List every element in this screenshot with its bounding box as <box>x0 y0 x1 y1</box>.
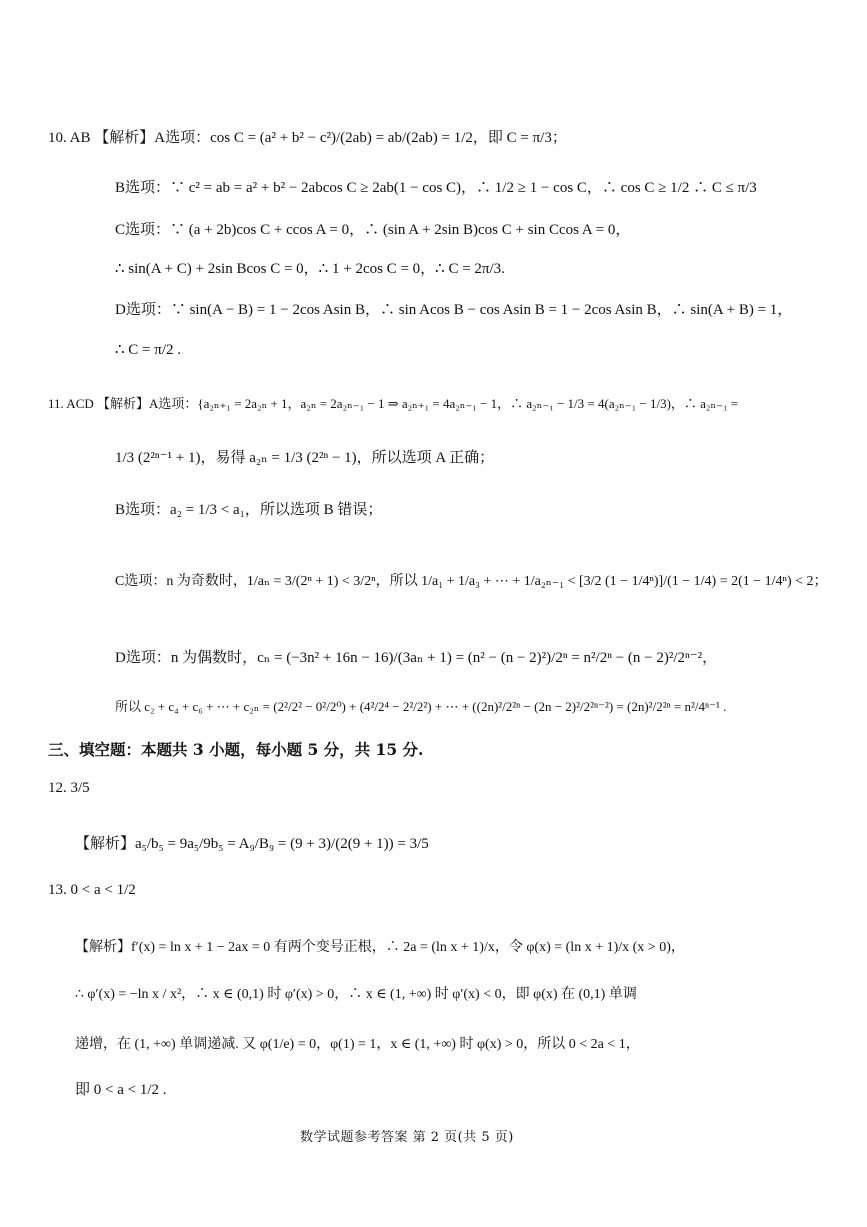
answer-line-11c: B选项：a₂ = 1/3 < a₁，所以选项 B 错误； <box>115 502 383 518</box>
answer-line-10e: D选项：∵ sin(A − B) = 1 − 2cos Asin B，∴ sin Acos B − cos Asin B = 1 − 2cos Asin B，∴ sin(A + B) = 1， <box>115 302 793 318</box>
answer-line-13b: ∴ φ′(x) = −ln x / x²，∴ x ∈ (0,1) 时 φ′(x) > 0，∴ x ∈ (1, +∞) 时 φ′(x) < 0，即 φ(x) 在 (0,1) 单调 <box>75 987 637 1002</box>
answer-line-11f: 所以 c₂ + c₄ + c₆ + ⋯ + c₂ₙ = (2²/2² − 0²/2⁰) + (4²/2⁴ − 2²/2²) + ⋯ + ((2n)²/2²ⁿ − (2n − 2)²/2²ⁿ⁻²) = (2n)²/2²ⁿ = n²/4ⁿ⁻¹ . <box>115 699 727 714</box>
answer-line-12-analysis: 【解析】a₅/b₅ = 9a₅/9b₅ = A₉/B₉ = (9 + 3)/(2(9 + 1)) = 3/5 <box>75 836 429 852</box>
answer-line-11d: C选项：n 为奇数时，1/aₙ = 3/(2ⁿ + 1) < 3/2ⁿ，所以 1/a₁ + 1/a₃ + ⋯ + 1/a₂ₙ₋₁ < [3/2 (1 − 1/4ⁿ)]/(1 − 1/4) = 2(1 − 1/4ⁿ) < 2； <box>115 574 828 589</box>
section-heading-fill-in: 三、填空题：本题共 3 小题，每小题 5 分，共 15 分. <box>48 740 424 759</box>
answer-line-13c: 递增，在 (1, +∞) 单调递减. 又 φ(1/e) = 0，φ(1) = 1，x ∈ (1, +∞) 时 φ(x) > 0，所以 0 < 2a < 1， <box>75 1037 640 1052</box>
answer-line-10b: B选项：∵ c² = ab = a² + b² − 2abcos C ≥ 2ab(1 − cos C)，∴ 1/2 ≥ 1 − cos C，∴ cos C ≥ 1/2 ∴ C ≤ π/3 <box>115 180 757 196</box>
answer-line-12: 12. 3/5 <box>48 780 90 796</box>
answer-line-10f: ∴ C = π/2 . <box>115 342 181 358</box>
answer-line-10c: C选项：∵ (a + 2b)cos C + ccos A = 0，∴ (sin A + 2sin B)cos C + sin Ccos A = 0， <box>115 222 631 238</box>
answer-line-13a: 【解析】f′(x) = ln x + 1 − 2ax = 0 有两个变号正根，∴ 2a = (ln x + 1)/x，令 φ(x) = (ln x + 1)/x (x > 0)， <box>75 940 685 955</box>
answer-line-13: 13. 0 < a < 1/2 <box>48 882 136 898</box>
answer-line-11a: 11. ACD 【解析】A选项：{a₂ₙ₊₁ = 2a₂ₙ + 1，a₂ₙ = 2a₂ₙ₋₁ − 1 ⇒ a₂ₙ₊₁ = 4a₂ₙ₋₁ − 1，∴ a₂ₙ₋₁ − 1/3 = 4(a₂ₙ₋₁ − 1/3)，∴ a₂ₙ₋₁ = <box>48 396 739 411</box>
answer-line-10a: 10. AB 【解析】A选项：cos C = (a² + b² − c²)/(2ab) = ab/(2ab) = 1/2，即 C = π/3； <box>48 130 567 146</box>
answer-line-11b: 1/3 (2²ⁿ⁻¹ + 1)，易得 a₂ₙ = 1/3 (2²ⁿ − 1)，所以选项 A 正确； <box>115 450 495 466</box>
answer-line-11e: D选项：n 为偶数时，cₙ = (−3n² + 16n − 16)/(3aₙ + 1) = (n² − (n − 2)²)/2ⁿ = n²/2ⁿ − (n − 2)²/2ⁿ⁻²， <box>115 650 718 666</box>
answer-line-13d: 即 0 < a < 1/2 . <box>75 1082 167 1098</box>
page-footer: 数学试题参考答案 第 2 页(共 5 页) <box>300 1130 514 1145</box>
answer-line-10d: ∴ sin(A + C) + 2sin Bcos C = 0，∴ 1 + 2cos C = 0，∴ C = 2π/3. <box>115 261 505 277</box>
